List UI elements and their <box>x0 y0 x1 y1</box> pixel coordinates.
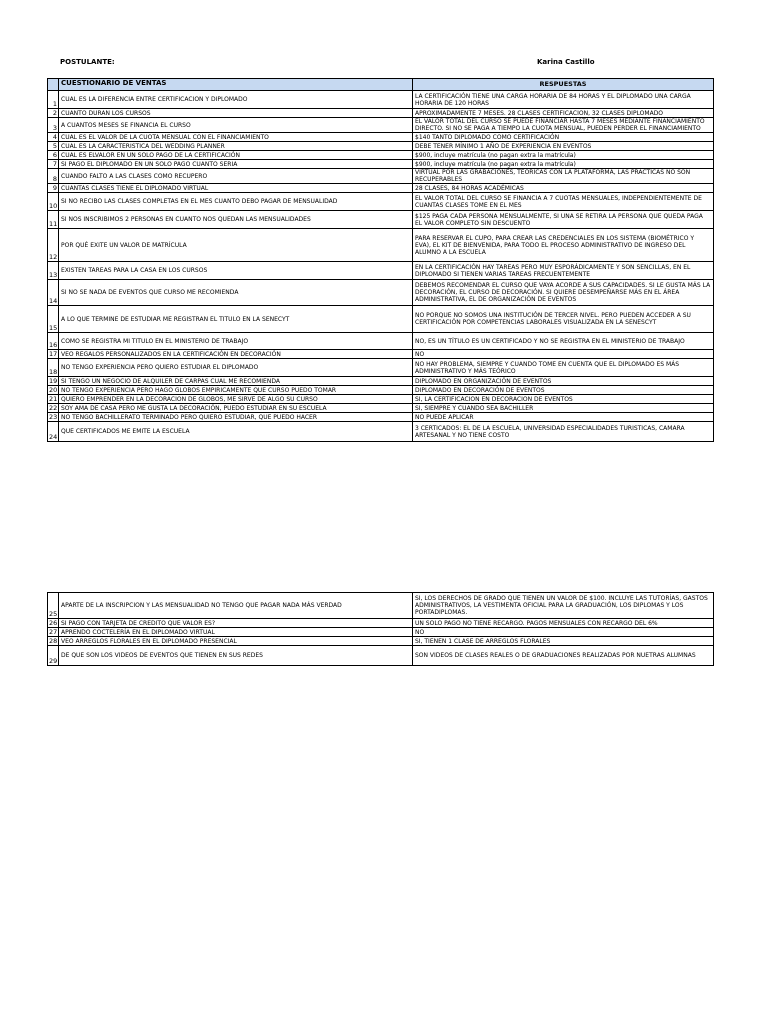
answer-cell: NO, ES UN TÍTULO ES UN CERTIFICADO Y NO SE REGISTRA EN EL MINISTERIO DE TRABAJO <box>413 333 714 350</box>
table-header-row <box>48 79 714 91</box>
questions-column-header: CUESTIONARIO DE VENTAS <box>59 79 413 91</box>
table-row <box>48 151 714 160</box>
row-number: 5 <box>48 142 59 151</box>
table-row <box>48 377 714 386</box>
row-number: 11 <box>48 211 59 229</box>
answer-cell: UN SOLO PAGO NO TIENE RECARGO. PAGOS MENSUALES CON RECARGO DEL 6% <box>413 619 714 628</box>
answer-cell: NO PORQUE NO SOMOS UNA INSTITUCIÓN DE TERCER NIVEL. PERO PUEDEN ACCEDER A SU CERTIFICACIÓN POR COMPETENCIAS LABORALES VISUALIZADA EN LA SENESCYT <box>413 306 714 333</box>
row-number: 21 <box>49 395 58 403</box>
answer-cell: NO PUEDE APLICAR <box>413 413 714 422</box>
sales-questionnaire-table <box>47 78 714 442</box>
answer-cell: DIPLOMADO EN ORGANIZACIÓN DE EVENTOS <box>413 377 714 386</box>
table-row <box>48 109 714 118</box>
row-number: 1 <box>48 91 59 109</box>
table-row <box>48 333 714 350</box>
table-row <box>48 350 714 359</box>
row-number: 27 <box>49 628 58 636</box>
table-row <box>48 646 714 666</box>
row-number: 12 <box>48 229 59 262</box>
sales-questionnaire-table-continued <box>47 592 714 666</box>
question-cell: APARTE DE LA INSCRIPCION Y LAS MENSUALIDAD NO TENGO QUE PAGAR NADA MÁS VERDAD <box>59 593 413 619</box>
question-cell: CUAL ES ELVALOR EN UN SOLO PAGO DE LA CERTIFICACIÓN <box>59 151 413 160</box>
header-number-cell <box>48 79 59 91</box>
question-cell: SI NO RECIBO LAS CLASES COMPLETAS EN EL MES CUANTO DEBO PAGAR DE MENSUALIDAD <box>59 193 413 211</box>
question-cell: COMO SE REGISTRA MI TITULO EN EL MINISTERIO DE TRABAJO <box>59 333 413 350</box>
table-row <box>48 404 714 413</box>
question-cell: SI NO SE NADA DE EVENTOS QUE CURSO ME RECOMIENDA <box>59 280 413 306</box>
question-cell: QUIERO EMPRENDER EN LA DECORACION DE GLOBOS, ME SIRVE DE ALGO SU CURSO <box>59 395 413 404</box>
table-row <box>48 413 714 422</box>
answer-cell: VIRTUAL POR LAS GRABACIONES, TEÓRICAS CON LA PLATAFORMA, LAS PRÁCTICAS NO SON RECUPERABLES <box>413 169 714 184</box>
question-cell: NO TENGO EXPERIENCIA PERO QUIERO ESTUDIAR EL DIPLOMADO <box>59 359 413 377</box>
answer-cell: SI, LA CERTIFICACION EN DECORACION DE EVENTOS <box>413 395 714 404</box>
question-cell: CUAL ES LA DIFERENCIA ENTRE CERTIFICACION Y DIPLOMADO <box>59 91 413 109</box>
answer-cell: SI, TIENEN 1 CLASE DE ARREGLOS FLORALES <box>413 637 714 646</box>
question-cell: NO TENGO BACHILLERATO TERMINADO PERO QUIERO ESTUDIAR, QUE PUEDO HACER <box>59 413 413 422</box>
table-row <box>48 193 714 211</box>
table-row <box>48 184 714 193</box>
row-number: 20 <box>49 386 58 394</box>
answer-cell: EN LA CERTIFICACIÓN HAY TAREAS PERO MUY ESPORÁDICAMENTE Y SON SENCILLAS, EN EL DIPLOMADO SI TIENEN VARIAS TAREAS FRECUENTEMENTE <box>413 262 714 280</box>
row-number: 14 <box>48 280 59 306</box>
question-cell: SI NOS INSCRIBIMOS 2 PERSONAS EN CUANTO NOS QUEDAN LAS MENSUALIDADES <box>59 211 413 229</box>
answer-cell: SI, LOS DERECHOS DE GRADO QUE TIENEN UN VALOR DE $100. INCLUYE LAS TUTORÍAS, GASTOS ADMINISTRATIVOS, LA VESTIMENTA OFICIAL PARA LA GRADUACIÓN, LOS DIPLOMAS Y LOS PORTADIPLOMAS. <box>413 593 714 619</box>
question-cell: POR QUÉ EXITE UN VALOR DE MATRÍCULA <box>59 229 413 262</box>
answer-cell: LA CERTIFICACIÓN TIENE UNA CARGA HORARIA DE 84 HORAS Y EL DIPLOMADO UNA CARGA HORARIA DE 120 HORAS <box>413 91 714 109</box>
answer-cell: EL VALOR TOTAL DEL CURSO SE FINANCIA A 7 CUOTAS MENSUALES, INDEPENDIENTEMENTE DE CUANTAS CLASES TOME EN EL MES <box>413 193 714 211</box>
table-row <box>48 359 714 377</box>
question-cell: NO TENGO EXPERIENCIA PERO HAGO GLOBOS EMPIRICAMENTE QUE CURSO PUEDO TOMAR <box>59 386 413 395</box>
row-number: 6 <box>48 151 59 160</box>
row-number: 2 <box>48 109 59 118</box>
answer-cell: $125 PAGA CADA PERSONA MENSUALMENTE, SI UNA SE RETIRA LA PERSONA QUE QUEDA PAGA EL VALOR COMPLETO SIN DESCUENTO <box>413 211 714 229</box>
question-cell: A CUANTOS MESES SE FINANCIA EL CURSO <box>59 118 413 133</box>
row-number: 24 <box>48 422 59 442</box>
answer-cell: 28 CLASES, 84 HORAS ACADÉMICAS <box>413 184 714 193</box>
table-row <box>48 91 714 109</box>
row-number: 19 <box>49 377 58 385</box>
question-cell: CUANTO DURAN LOS CURSOS <box>59 109 413 118</box>
question-cell: EXISTEN TAREAS PARA LA CASA EN LOS CURSOS <box>59 262 413 280</box>
row-number: 9 <box>48 184 59 193</box>
table-row <box>48 628 714 637</box>
table-row <box>48 637 714 646</box>
postulante-label: POSTULANTE: <box>60 58 115 66</box>
question-cell: CUANDO FALTO A LAS CLASES COMO RECUPERO <box>59 169 413 184</box>
answer-cell: SI, SIEMPRE Y CUANDO SEA BACHILLER <box>413 404 714 413</box>
answer-cell: DEBE TENER MÍNIMO 1 AÑO DE EXPERIENCIA EN EVENTOS <box>413 142 714 151</box>
answer-cell: DIPLOMADO EN DECORACIÓN DE EVENTOS <box>413 386 714 395</box>
question-cell: DE QUE SON LOS VIDEOS DE EVENTOS QUE TIENEN EN SUS REDES <box>59 646 413 666</box>
table-row <box>48 280 714 306</box>
postulante-name: Karina Castillo <box>537 58 595 66</box>
row-number: 26 <box>49 619 58 627</box>
row-number: 13 <box>48 262 59 280</box>
table-row <box>48 262 714 280</box>
row-number: 7 <box>48 160 59 169</box>
question-cell: VEO ARREGLOS FLORALES EN EL DIPLOMADO PRESENCIAL <box>59 637 413 646</box>
row-number: 29 <box>48 646 59 666</box>
row-number: 18 <box>48 359 59 377</box>
question-cell: APRENDO COCTELERÍA EN EL DIPLOMADO VIRTUAL <box>59 628 413 637</box>
table-row <box>48 211 714 229</box>
answer-cell: APROXIMADAMENTE 7 MESES. 28 CLASES CERTIFICACION, 32 CLASES DIPLOMADO <box>413 109 714 118</box>
row-number: 17 <box>49 350 58 358</box>
row-number: 16 <box>48 333 59 350</box>
row-number: 10 <box>48 193 59 211</box>
question-cell: A LO QUE TERMINE DE ESTUDIAR ME REGISTRAN EL TITULO EN LA SENECYT <box>59 306 413 333</box>
answer-cell: $900, incluye matrícula (no pagan extra la matrícula) <box>413 151 714 160</box>
answer-cell: $140 TANTO DIPLOMADO COMO CERTIFICACIÓN <box>413 133 714 142</box>
row-number: 8 <box>48 169 59 184</box>
answer-cell: 3 CERTICADOS: EL DE LA ESCUELA, UNIVERSIDAD ESPECIALIDADES TURISTICAS, CAMARA ARTESANAL Y NO TIENE COSTO <box>413 422 714 442</box>
table-row <box>48 306 714 333</box>
answer-cell: EL VALOR TOTAL DEL CURSO SE PUEDE FINANCIAR HASTA 7 MESES MEDIANTE FINANCIAMIENTO DIRECTO. SI NO SE PAGA A TIEMPO LA CUOTA MENSUAL, PUEDEN PERDER EL FINANCIAMIENTO <box>413 118 714 133</box>
row-number: 4 <box>48 133 59 142</box>
row-number: 22 <box>49 404 58 412</box>
answer-cell: SON VIDEOS DE CLASES REALES O DE GRADUACIONES REALIZADAS POR NUETRAS ALUMNAS <box>413 646 714 666</box>
question-cell: CUAL ES EL VALOR DE LA CUOTA MENSUAL CON EL FINANCIAMIENTO <box>59 133 413 142</box>
row-number: 15 <box>48 306 59 333</box>
question-cell: SI PAGO EL DIPLOMADO EN UN SOLO PAGO CUANTO SERIA <box>59 160 413 169</box>
table-row <box>48 133 714 142</box>
table-row <box>48 619 714 628</box>
question-cell: SOY AMA DE CASA PERO ME GUSTA LA DECORACIÓN, PUEDO ESTUDIAR EN SU ESCUELA <box>59 404 413 413</box>
table-row <box>48 142 714 151</box>
table-row <box>48 593 714 619</box>
question-cell: QUE CERTIFICADOS ME EMITE LA ESCUELA <box>59 422 413 442</box>
table-row <box>48 386 714 395</box>
answers-column-header: RESPUESTAS <box>413 79 714 91</box>
question-cell: SI PAGO CON TARJETA DE CREDITO QUE VALOR ES? <box>59 619 413 628</box>
answer-cell: PARA RESERVAR EL CUPO, PARA CREAR LAS CREDENCIALES EN LOS SISTEMA (BIOMÉTRICO Y EVA), EL KIT DE BIENVENIDA, PARA TODO EL PROCESO ADMINISTRATIVO DE INGRESO DEL ALUMNO A LA ESCUELA <box>413 229 714 262</box>
table-row <box>48 160 714 169</box>
table-row <box>48 395 714 404</box>
row-number: 3 <box>48 118 59 133</box>
answer-cell: NO HAY PROBLEMA, SIEMPRE Y CUANDO TOME EN CUENTA QUE EL DIPLOMADO ES MÁS ADMINISTRATIVO Y MÁS TEÓRICO <box>413 359 714 377</box>
answer-cell: NO <box>413 350 714 359</box>
table-row <box>48 422 714 442</box>
question-cell: VEO REGALOS PERSONALIZADOS EN LA CERTIFICACIÓN EN DECORACIÓN <box>59 350 413 359</box>
answer-cell: $900, incluye matrícula (no pagan extra la matrícula) <box>413 160 714 169</box>
question-cell: SI TENGO UN NEGOCIO DE ALQUILER DE CARPAS CUAL ME RECOMIENDA <box>59 377 413 386</box>
question-cell: CUANTAS CLASES TIENE EL DIPLOMADO VIRTUAL <box>59 184 413 193</box>
table-row <box>48 118 714 133</box>
table-row <box>48 169 714 184</box>
question-cell: CUAL ES LA CARACTERISTICA DEL WEDDING PLANNER <box>59 142 413 151</box>
row-number: 23 <box>49 413 58 421</box>
answer-cell: NO <box>413 628 714 637</box>
answer-cell: DEBEMOS RECOMENDAR EL CURSO QUE VAYA ACORDE A SUS CAPACIDADES. SI LE GUSTA MÁS LA DECORACIÓN, EL CURSO DE DECORACIÓN. SI QUIERE DESEMPEÑARSE MÁS EN EL ÁREA ADMINISTRATIVA, EL DE ORGANIZACIÓN DE EVENTOS <box>413 280 714 306</box>
row-number: 28 <box>49 637 58 645</box>
row-number: 25 <box>48 593 59 619</box>
table-row <box>48 229 714 262</box>
